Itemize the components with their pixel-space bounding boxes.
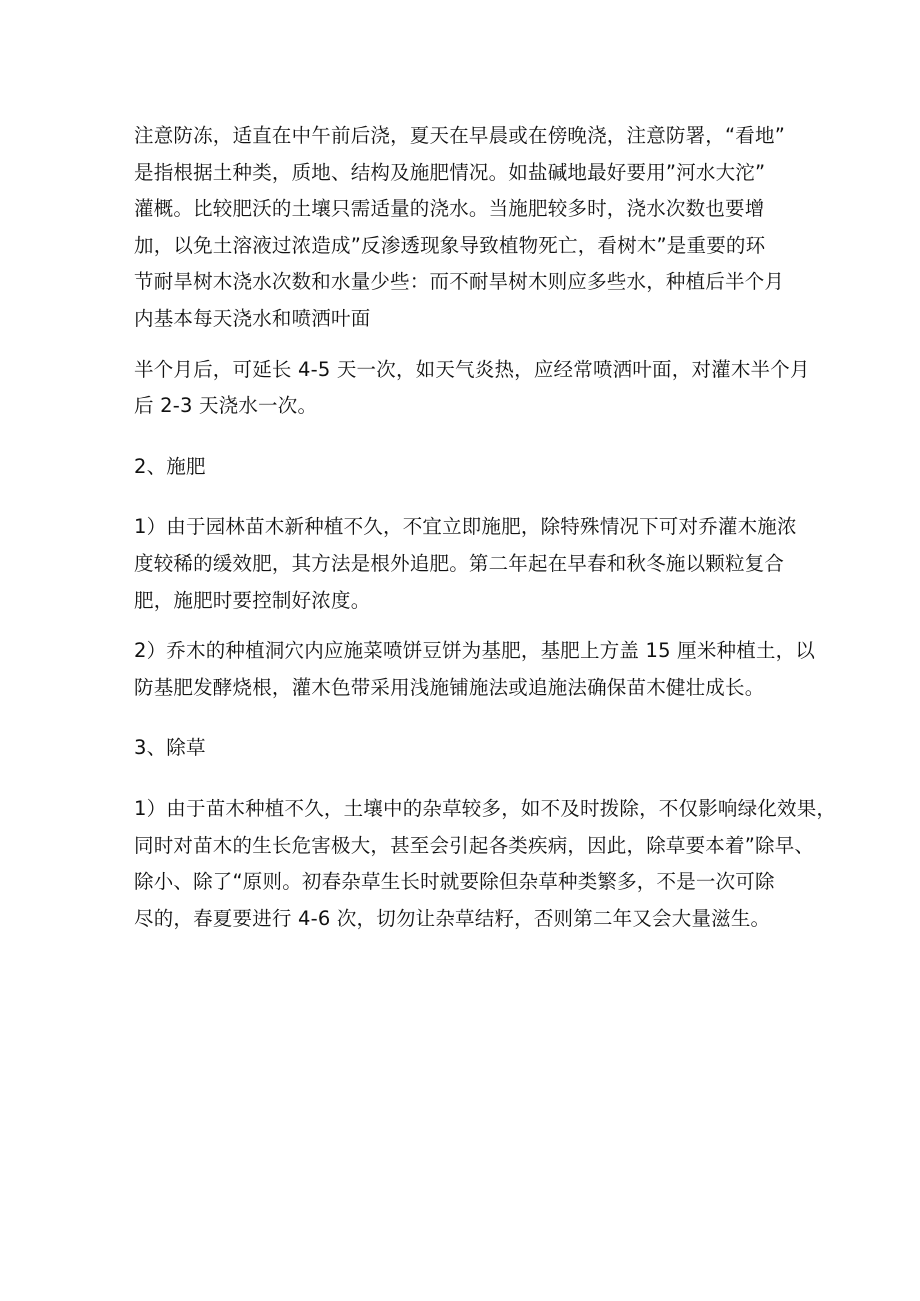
text-line: 注意防冻，适直在中午前后浇，夏天在早晨或在傍晚浇，注意防署，“看地” bbox=[134, 124, 786, 147]
text-line: 内基本每天浇水和喷洒叶面 bbox=[134, 306, 371, 330]
text-line: 2）乔木的种植洞穴内应施菜喷饼豆饼为基肥，基肥上方盖 15 厘米种植土，以 bbox=[134, 639, 816, 663]
paragraph-fertilize-1 bbox=[134, 509, 814, 619]
text-line: 同时对苗木的生长危害极大，甚至会引起各类疾病，因此，除草要本着”除早、 bbox=[134, 833, 815, 857]
paragraph-watering-schedule bbox=[134, 352, 814, 425]
section-heading-fertilize: 2、施肥 bbox=[134, 454, 206, 478]
text-line: 半个月后，可延长 4-5 天一次，如天气炎热，应经常喷洒叶面，对灌木半个月 bbox=[134, 357, 810, 381]
paragraph-weeding-1 bbox=[134, 791, 837, 937]
text-line: 1）由于苗木种植不久，土壤中的杂草较多，如不及时拨除，不仅影响绿化效果， bbox=[134, 796, 837, 820]
text-line: 尽的，春夏要进行 4-6 次，切勿让杂草结籽，否则第二年又会大量滋生。 bbox=[134, 906, 771, 930]
text-line: 灌概。比较肥沃的土壤只需适量的浇水。当施肥较多时，浇水次数也要增 bbox=[134, 197, 765, 221]
text-line: 是指根据土种类，质地、结构及施肥情况。如盐碱地最好要用”河水大沱” bbox=[134, 160, 766, 184]
text-line: 肥，施肥时要控制好浓度。 bbox=[134, 588, 371, 612]
paragraph-watering-guidance bbox=[134, 118, 814, 338]
text-line: 1）由于园林苗木新种植不久，不宜立即施肥，除特殊情况下可对乔灌木施浓 bbox=[134, 515, 797, 539]
section-heading-weeding: 3、除草 bbox=[134, 736, 206, 760]
text-line: 后 2-3 天浇水一次。 bbox=[134, 394, 318, 418]
document-body bbox=[134, 118, 837, 937]
text-line: 度较稀的缓效肥，其方法是根外追肥。第二年起在早春和秋冬施以颗粒复合 bbox=[134, 551, 785, 575]
text-line: 除小、除了“原则。初春杂草生长时就要除但杂草种类繁多，不是一次可除 bbox=[134, 870, 775, 894]
text-line: 防基肥发酵烧根，灌木色带采用浅施铺施法或追施法确保苗木健壮成长。 bbox=[134, 675, 765, 699]
text-line: 加，以免土溶液过浓造成”反渗透现象导致植物死亡，看树木”是重要的环 bbox=[134, 233, 766, 257]
text-line: 节耐旱树木浇水次数和水量少些：而不耐旱树木则应多些水，种植后半个月 bbox=[134, 270, 785, 294]
paragraph-fertilize-2 bbox=[134, 633, 814, 706]
